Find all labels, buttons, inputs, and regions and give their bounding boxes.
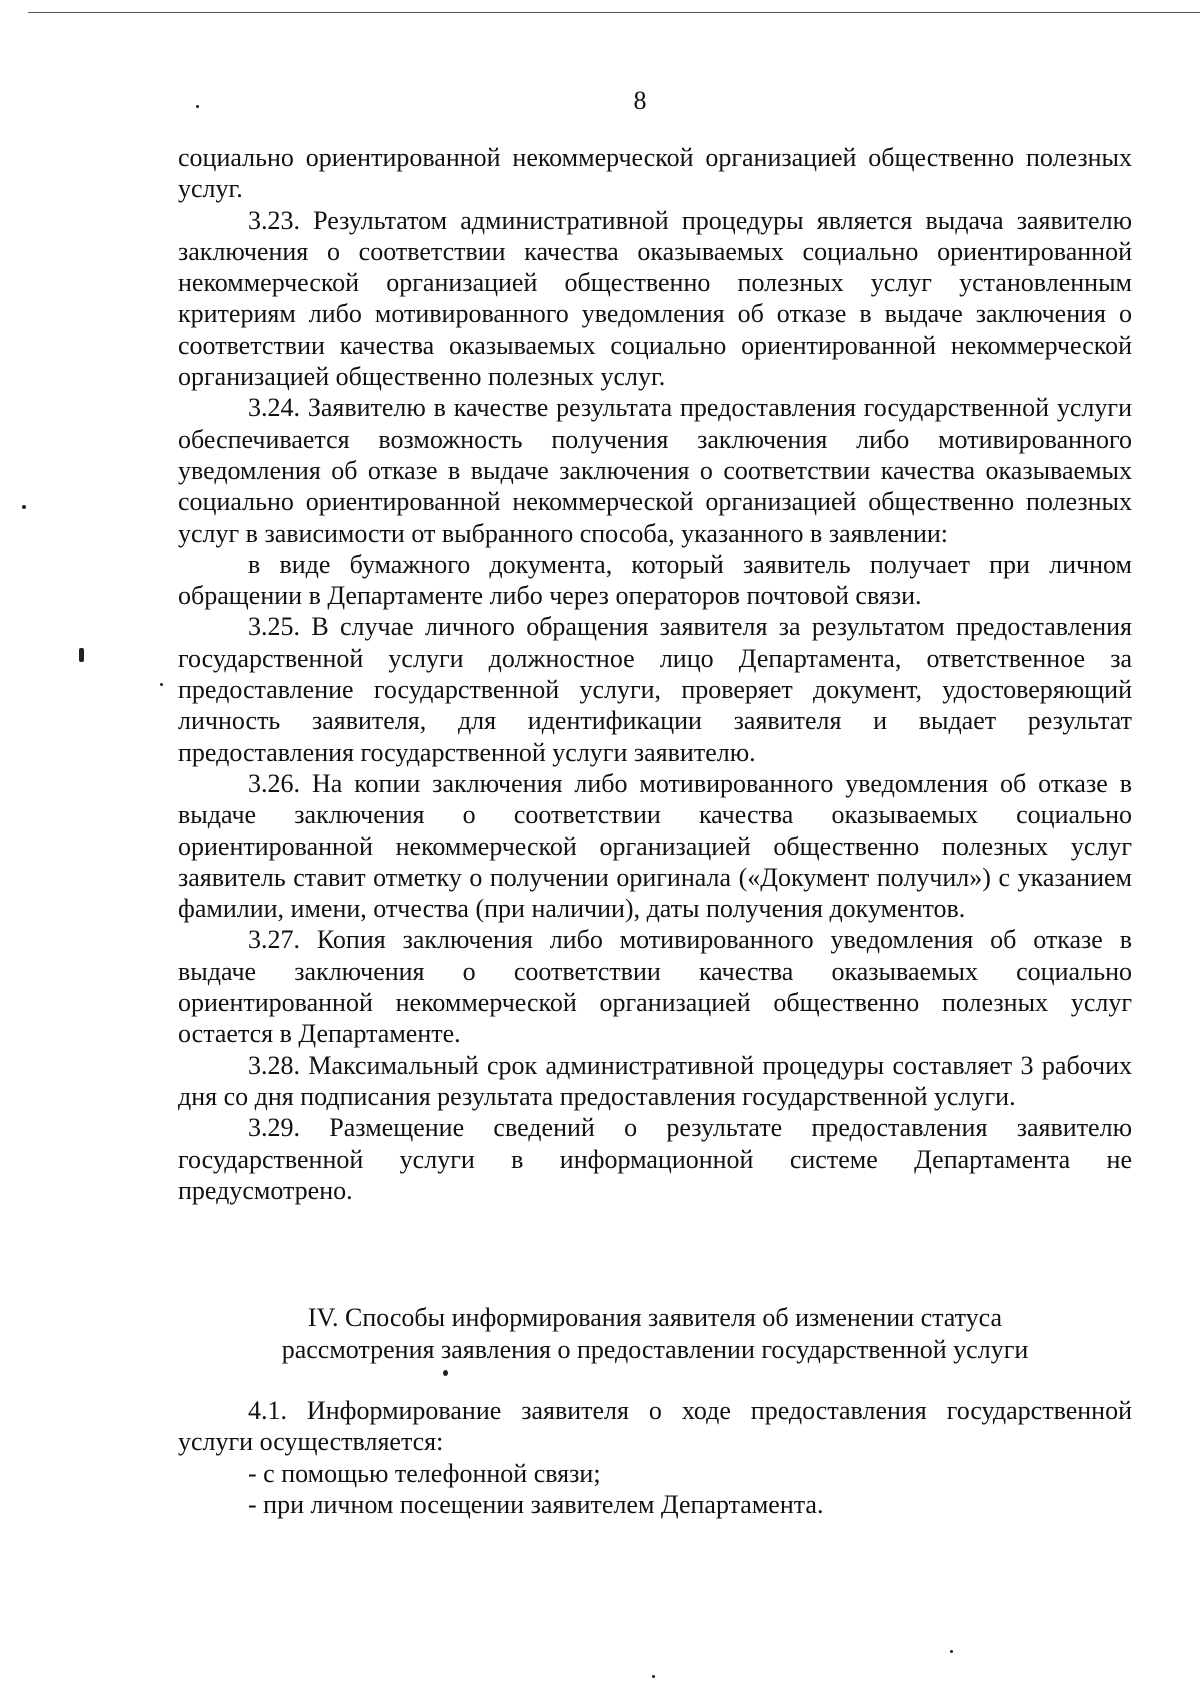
paragraph-3-24-paper: в виде бумажного документа, который заявитель получает при личном обращении в Департаменте либо через операторов почтовой связи. — [178, 549, 1132, 611]
paragraph-3-23: 3.23. Результатом административной процедуры является выдача заявителю заключения о соответствии качества оказываемых социально ориентированной некоммерческой организацией общественно полезных услуг установленным критериям либо мотивированного уведомления об отказе в выдаче заключения о соответствии качества оказываемых социально ориентированной некоммерческой организацией общественно полезных услуг. — [178, 205, 1132, 392]
scan-speck — [22, 505, 26, 509]
paragraph-3-28: 3.28. Максимальный срок административной процедуры составляет 3 рабочих дня со дня подписания результата предоставления государственной услуги. — [178, 1050, 1132, 1111]
top-scan-rule — [28, 12, 1200, 13]
scan-speck — [652, 1675, 655, 1678]
list-item-phone: - с помощью телефонной связи; — [248, 1458, 601, 1488]
scan-speck — [160, 683, 163, 686]
paragraph-3-25: 3.25. В случае личного обращения заявителя за результатом предоставления государственной услуги должностное лицо Департамента, ответственное за предоставление государственной услуги, проверяет документ, удостоверяющий личность заявителя, для идентификации заявителя и выдает результат предоставления государственной услуги заявителю. — [178, 612, 1132, 767]
scan-speck — [950, 1650, 953, 1653]
paragraph-4-1: 4.1. Информирование заявителя о ходе предоставления государственной услуги осуществляется: — [178, 1396, 1132, 1457]
scan-speck — [79, 648, 84, 662]
paragraph-3-24: 3.24. Заявителю в качестве результата предоставления государственной услуги обеспечивается возможность получения заключения либо мотивированного уведомления об отказе в выдаче заключения о соответствии качества оказываемых социально ориентированной некоммерческой организацией общественно полезных услуг в зависимости от выбранного способа, указанного в заявлении: — [178, 393, 1132, 548]
section-4-heading-line1: IV. Способы информирования заявителя об изменении статуса — [307, 1303, 1003, 1332]
paragraph-continuation: социально ориентированной некоммерческой организацией общественно полезных услуг. — [178, 143, 1132, 204]
paragraph-3-27: 3.27. Копия заключения либо мотивированного уведомления об отказе в выдаче заключения о соответствии качества оказываемых социально ориентированной некоммерческой организацией общественно полезных услуг остается в Департаменте. — [178, 925, 1132, 1049]
section-4-heading-line2: рассмотрения заявления о предоставлении государственной услуги — [281, 1335, 1029, 1364]
page-number: 8 — [633, 86, 647, 115]
paragraph-3-26: 3.26. На копии заключения либо мотивированного уведомления об отказе в выдаче заключения о соответствии качества оказываемых социально ориентированной некоммерческой организацией общественно полезных услуг заявитель ставит отметку о получении оригинала («Документ получил») с указанием фамилии, имени, отчества (при наличии), даты получения документов. — [178, 768, 1132, 924]
list-item-visit: - при личном посещении заявителем Департамента. — [248, 1489, 824, 1519]
section-4-heading — [178, 1302, 1132, 1366]
section-4-body — [178, 1395, 1132, 1520]
scan-speck — [196, 105, 199, 108]
paragraph-3-29: 3.29. Размещение сведений о результате предоставления заявителю государственной услуги в информационной системе Департамента не предусмотрено. — [178, 1113, 1132, 1205]
section-3-body — [178, 142, 1132, 1206]
scan-speck — [443, 1370, 448, 1376]
